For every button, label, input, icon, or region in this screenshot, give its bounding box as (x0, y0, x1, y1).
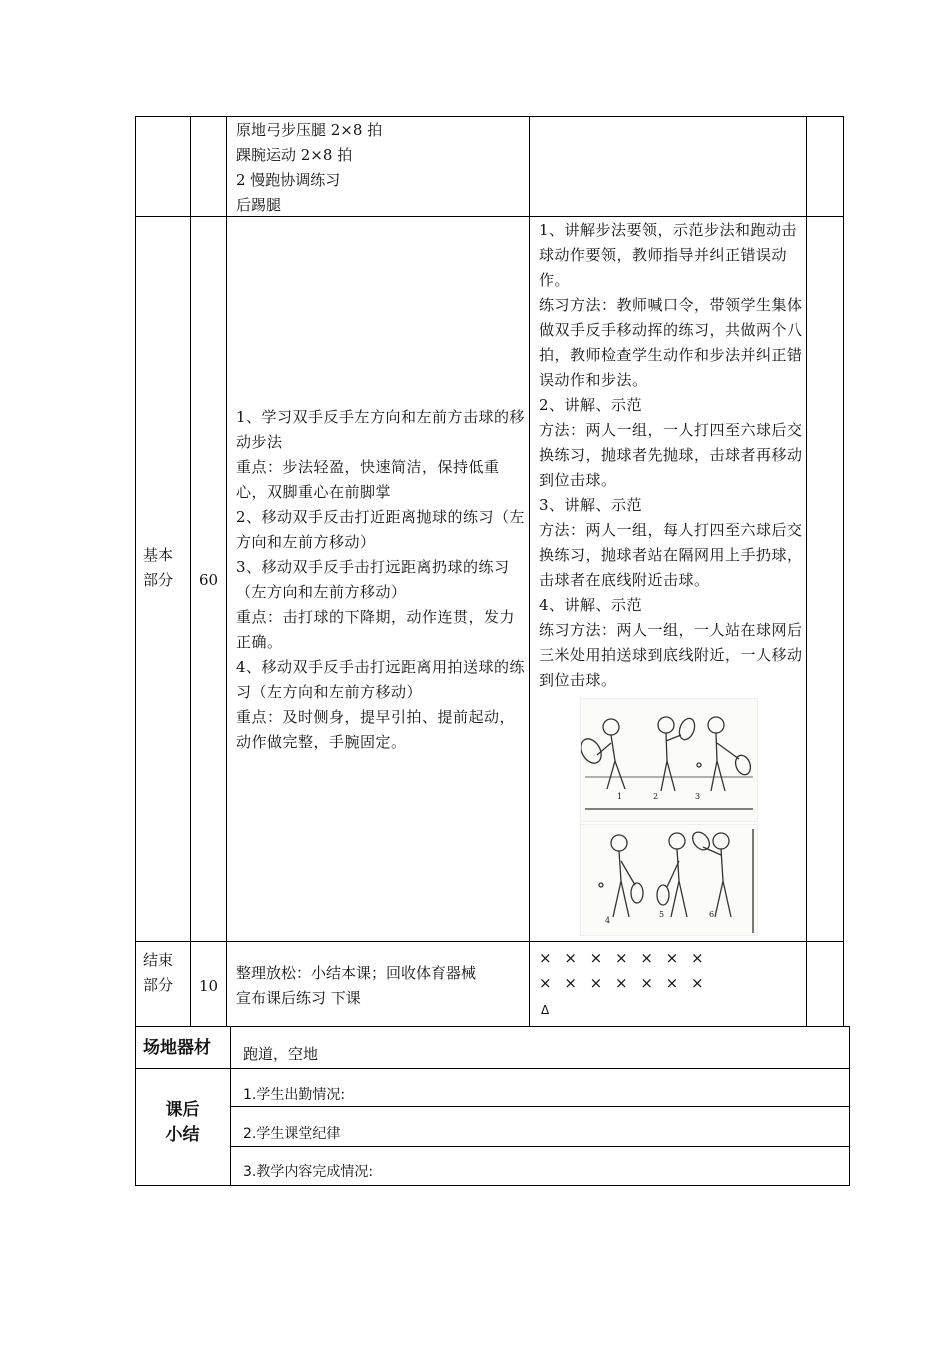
warmup-line: 原地弓步压腿 2×8 拍 (236, 121, 383, 139)
section-label-line: 基本 (143, 546, 174, 564)
ending-line: 整理放松：小结本课；回收体育器械 (236, 964, 477, 982)
method-paragraph: 练习方法：教师喊口令，带领学生集体做双手反手移动挥的练习，共做两个八拍，教师检查学生动作和步法并纠正错误动作和步法。 (539, 296, 803, 389)
teacher-mark: Δ (541, 1003, 550, 1017)
summary-label-line: 小结 (165, 1125, 200, 1145)
content-paragraph: 1、学习双手反手左方向和左前方击球的移动步法 (236, 408, 526, 451)
summary-label-line: 课后 (165, 1100, 200, 1120)
col-border-3 (529, 116, 530, 1026)
bottom-right-border (849, 1026, 850, 1186)
bottom-row-divider-1 (135, 1068, 849, 1069)
col-border-4 (806, 116, 807, 1026)
warmup-line: 后踢腿 (236, 196, 282, 214)
method-paragraph: 1、讲解步法要领，示范步法和跑动击球动作要领，教师指导并纠正错误动作。 (539, 221, 798, 289)
row-divider-2 (135, 941, 843, 942)
warmup-content-cell (236, 118, 526, 218)
basic-section-label (143, 543, 189, 593)
method-paragraph: 练习方法：两人一组，一人站在球网后三米处用拍送球到底线附近，一人移动到位击球。 (539, 621, 803, 689)
ending-formation-cell (539, 946, 803, 1024)
ending-time: 10 (199, 977, 219, 995)
figure-number: 1 (617, 792, 623, 801)
content-paragraph: 4、移动双手反手击打远距离用拍送球的练习（左方向和左前方移动） (236, 658, 526, 701)
method-paragraph: 2、讲解、示范 (539, 396, 643, 414)
method-paragraph: 3、讲解、示范 (539, 496, 643, 514)
backhand-sequence-figure-bottom-drawing (581, 825, 757, 935)
backhand-sequence-figure-bottom (580, 824, 758, 936)
summary-item: 2.学生课堂纪律 (243, 1126, 341, 1142)
basic-method-cell (539, 218, 803, 693)
table-top-border (135, 116, 843, 117)
equipment-label: 场地器材 (143, 1038, 211, 1058)
ending-line: 宣布课后练习 下课 (236, 989, 361, 1007)
basic-content-cell (236, 405, 526, 755)
figure-number: 6 (709, 910, 715, 919)
figure-number: 2 (653, 792, 659, 801)
col-border-0 (135, 116, 136, 1186)
content-paragraph: 重点：击打球的下降期，动作连贯，发力正确。 (236, 608, 516, 651)
figure-number: 4 (605, 916, 611, 925)
formation-row: × × × × × × × (539, 974, 708, 992)
content-paragraph: 重点：及时侧身，提早引拍、提前起动，动作做完整，手腕固定。 (236, 708, 516, 751)
col-border-5 (843, 116, 844, 1026)
section-label-line: 部分 (143, 571, 174, 589)
section-label-line: 结束 (143, 951, 174, 969)
col-border-1 (190, 116, 191, 1026)
figure-number: 5 (659, 910, 665, 919)
equipment-value: 跑道，空地 (243, 1045, 319, 1063)
warmup-line: 2 慢跑协调练习 (236, 171, 341, 189)
formation-row: × × × × × × × (539, 949, 708, 967)
section-label-line: 部分 (143, 976, 174, 994)
method-paragraph: 4、讲解、示范 (539, 596, 643, 614)
ending-section-label (143, 948, 189, 998)
summary-label (135, 1098, 230, 1148)
row-divider-3 (135, 1026, 849, 1027)
warmup-line: 踝腕运动 2×8 拍 (236, 146, 353, 164)
ending-content-cell (236, 961, 526, 1011)
backhand-sequence-figure-top (580, 698, 758, 822)
content-paragraph: 2、移动双手反击打近距离抛球的练习（左方向和左前方移动） (236, 508, 526, 551)
content-paragraph: 3、移动双手反手击打远距离扔球的练习（左方向和左前方移动） (236, 558, 510, 601)
basic-time: 60 (199, 571, 219, 589)
summary-item: 1.学生出勤情况: (243, 1087, 346, 1103)
method-paragraph: 方法：两人一组，每人打四至六球后交换练习，抛球者站在隔网用上手扔球，击球者在底线附近击球。 (539, 521, 803, 589)
summary-item: 3.教学内容完成情况: (243, 1164, 374, 1180)
figure-number: 3 (695, 792, 701, 801)
content-paragraph: 重点：步法轻盈，快速简洁，保持低重心，双脚重心在前脚掌 (236, 458, 500, 501)
col-border-2 (226, 116, 227, 1026)
method-paragraph: 方法：两人一组，一人打四至六球后交换练习，抛球者先抛球，击球者再移动到位击球。 (539, 421, 803, 489)
table-bottom-border (135, 1185, 849, 1186)
backhand-sequence-figure-top-drawing (581, 699, 757, 821)
